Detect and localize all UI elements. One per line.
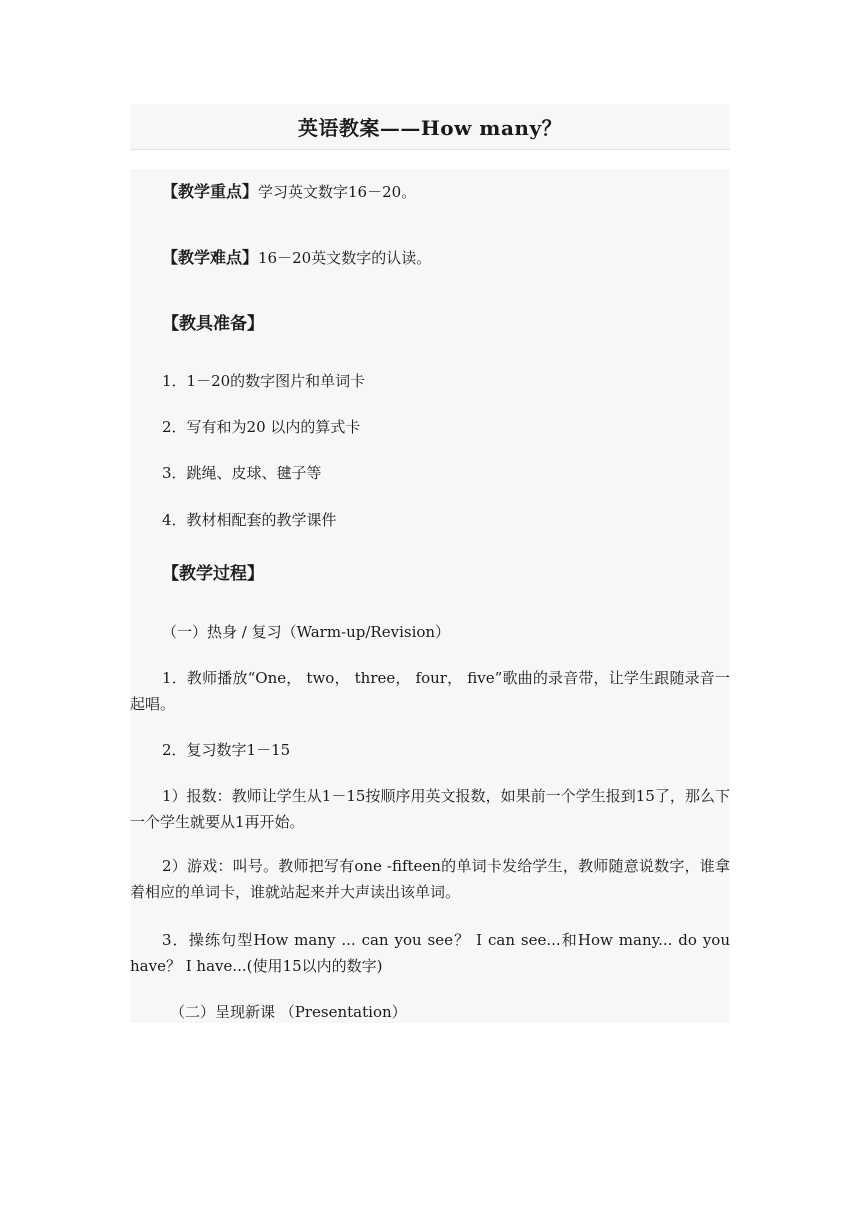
materials-item: 1．1－20的数字图片和单词卡 (162, 372, 366, 390)
document-title: 英语教案——How many？ (297, 116, 563, 140)
difficult-point-text: 16－20英文数字的认读。 (258, 249, 432, 267)
section-heading: （二）呈现新课 （Presentation） (170, 1003, 407, 1021)
materials-heading: 【教具准备】 (162, 314, 264, 334)
paragraph: 1．教师播放“One， two， three， four， five”歌曲的录音带，让学生跟随录音一起唱。 (130, 669, 730, 713)
paragraph: 2）游戏：叫号。教师把写有one -fifteen的单词卡发给学生，教师随意说数字，谁拿着相应的单词卡，谁就站起来并大声读出该单词。 (130, 857, 730, 901)
section-heading: （一）热身 / 复习（Warm-up/Revision） (162, 623, 451, 641)
difficult-point-line (130, 247, 730, 269)
materials-item: 2．写有和为20 以内的算式卡 (162, 418, 361, 436)
content-area (130, 169, 730, 1023)
key-point-text: 学习英文数字16－20。 (258, 183, 417, 201)
key-point-label: 【教学重点】 (162, 182, 259, 201)
key-point-line (130, 181, 730, 203)
materials-item: 4．教材相配套的教学课件 (162, 511, 337, 529)
difficult-point-label: 【教学难点】 (162, 248, 259, 267)
paragraph: 3．操练句型How many ... can you see？ I can see...和How many... do you have？ I have...(使用15以内的数字) (130, 931, 730, 975)
title-box (130, 104, 730, 150)
paragraph: 2．复习数字1－15 (162, 741, 291, 759)
paragraph: 1）报数：教师让学生从1－15按顺序用英文报数，如果前一个学生报到15了，那么下一个学生就要从1再开始。 (130, 787, 730, 831)
process-heading: 【教学过程】 (162, 564, 264, 584)
materials-item: 3．跳绳、皮球、毽子等 (162, 464, 322, 482)
